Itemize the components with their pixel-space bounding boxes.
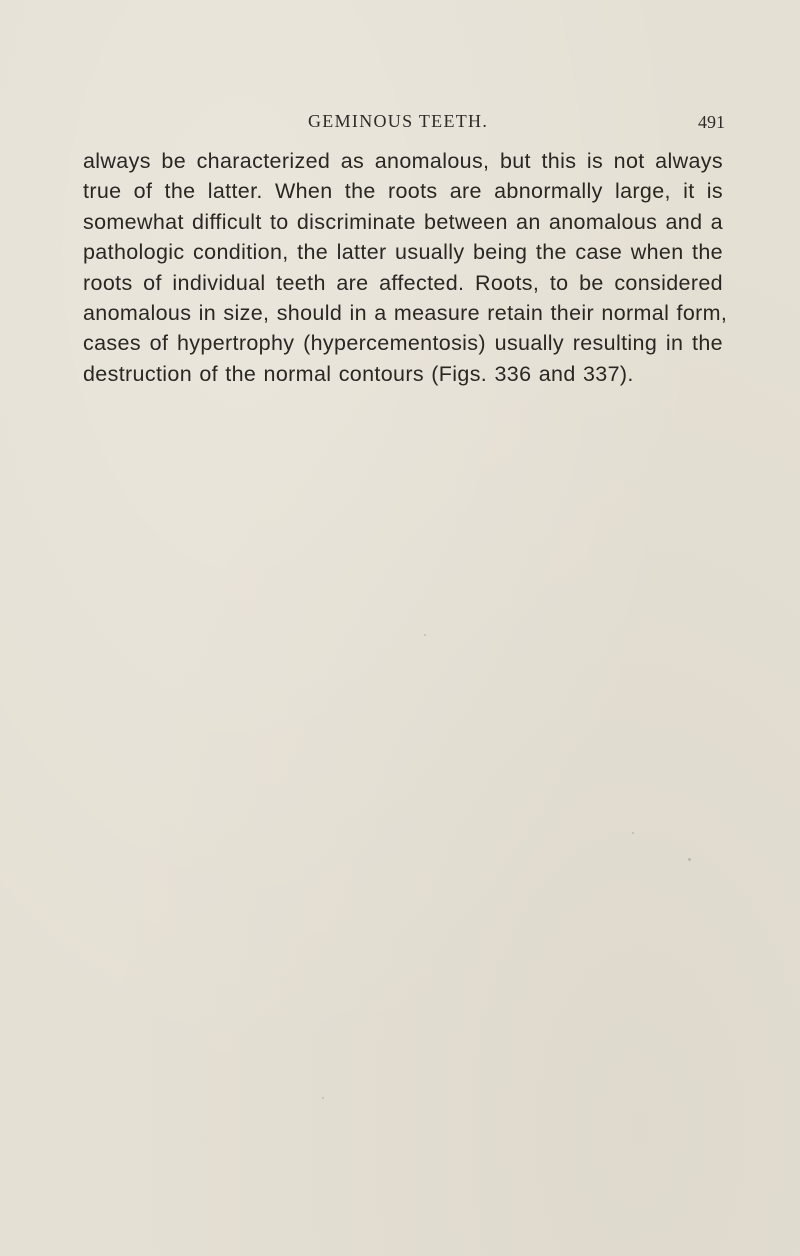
paper-speck — [632, 832, 634, 834]
text-line: pathologic condition, the latter usually being the case when the — [83, 240, 723, 265]
body-paragraph — [83, 146, 728, 389]
text-line: cases of hypertrophy (hypercementosis) usually resulting in the — [83, 331, 723, 356]
text-line: anomalous in size, should in a measure retain their normal form, — [83, 301, 728, 326]
paper-speck — [688, 858, 691, 861]
page-number: 491 — [698, 112, 725, 132]
text-line: roots of individual teeth are affected. Roots, to be considered — [83, 270, 723, 295]
text-line: always be characterized as anomalous, but this is not always — [83, 149, 723, 173]
running-head — [0, 111, 800, 135]
text-line: somewhat difficult to discriminate between an anomalous and a — [83, 209, 723, 234]
paper-speck — [424, 634, 426, 636]
paper-speck — [322, 1097, 324, 1099]
text-line: true of the latter. When the roots are abnormally large, it is — [83, 179, 723, 204]
running-title: GEMINOUS TEETH. — [308, 111, 489, 131]
text-line: destruction of the normal contours (Figs. 336 and 337). — [83, 361, 634, 386]
